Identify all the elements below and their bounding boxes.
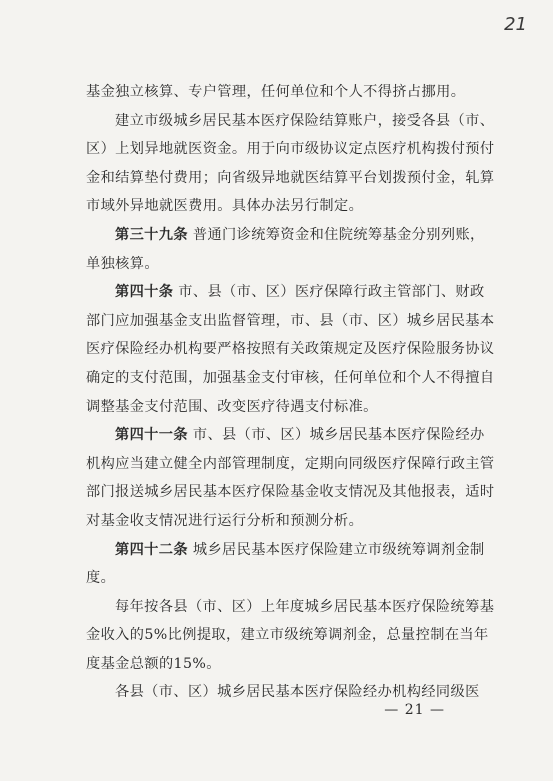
paragraph-text: 各县（市、区）城乡居民基本医疗保险经办机构经同级医 <box>115 684 480 701</box>
paragraph <box>86 278 498 421</box>
paragraph <box>86 78 498 107</box>
document-body <box>86 78 498 707</box>
paragraph <box>86 107 498 221</box>
paragraph-text: 建立市级城乡居民基本医疗保险结算账户，接受各县（市、区）上划异地就医资金。用于向市级协议定点医疗机构拨付预付金和结算垫付费用；向省级异地就医结算平台划拨预付金，轧算市域外异地就医费用。具体办法另行制定。 <box>86 112 495 215</box>
paragraph-text: 普通门诊统筹资金和住院统筹基金分别列账，单独核算。 <box>86 226 485 272</box>
page-number: — 21 — <box>384 702 445 718</box>
paragraph-text: 每年按各县（市、区）上年度城乡居民基本医疗保险统筹基金收入的5%比例提取，建立市级统筹调剂金，总量控制在当年度基金总额的15%。 <box>86 598 495 672</box>
article-number: 第四十条 <box>115 284 174 301</box>
article-number: 第四十一条 <box>115 427 188 444</box>
handwritten-page-mark: 21 <box>504 14 527 35</box>
paragraph <box>86 536 498 593</box>
paragraph-text: 基金独立核算、专户管理，任何单位和个人不得挤占挪用。 <box>86 84 466 100</box>
paragraph-text: 城乡居民基本医疗保险建立市级统筹调剂金制度。 <box>86 541 485 587</box>
paragraph <box>86 221 498 278</box>
article-number: 第三十九条 <box>115 226 188 243</box>
paragraph-text: 市、县（市、区）城乡居民基本医疗保险经办机构应当建立健全内部管理制度，定期向同级医疗保障行政主管部门报送城乡居民基本医疗保险基金收支情况及其他报表，适时对基金收支情况进行运行分析和预测分析。 <box>86 427 495 529</box>
paragraph <box>86 593 498 679</box>
article-number: 第四十二条 <box>115 541 188 558</box>
paragraph-text: 市、县（市、区）医疗保障行政主管部门、财政部门应加强基金支出监督管理，市、县（市、区）城乡居民基本医疗保险经办机构要严格按照有关政策规定及医疗保险服务协议确定的支付范围，加强基金支付审核，任何单位和个人不得擅自调整基金支付范围、改变医疗待遇支付标准。 <box>86 284 495 415</box>
paragraph <box>86 421 498 535</box>
